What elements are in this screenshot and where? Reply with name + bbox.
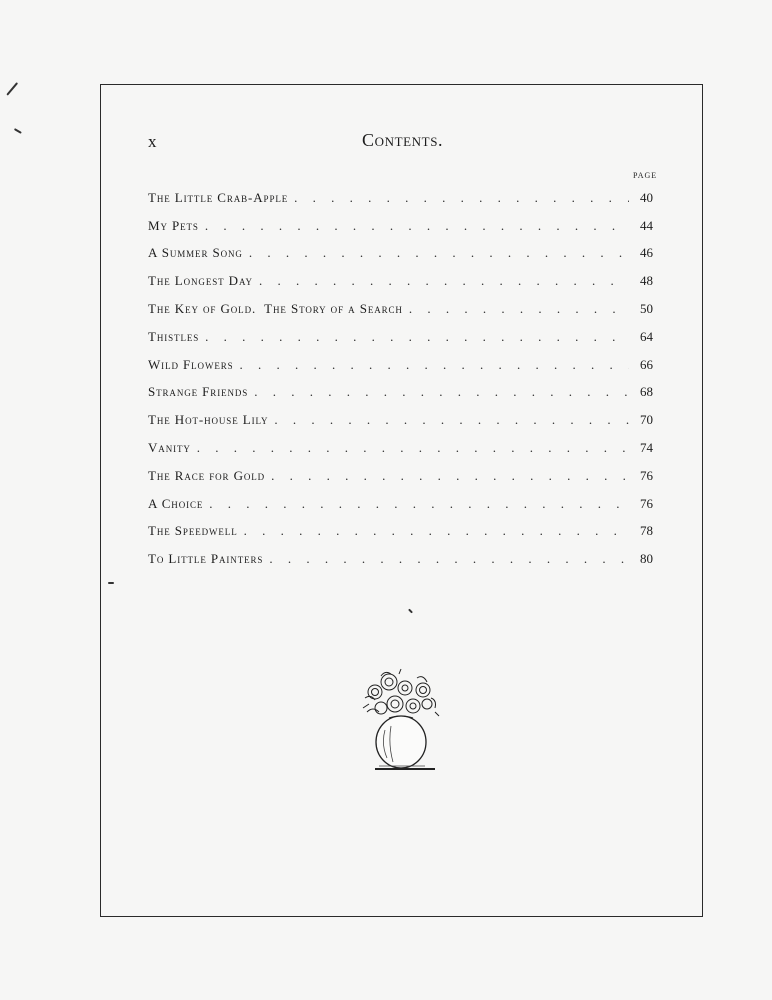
dot-leader [271,468,629,484]
toc-entry-page: 80 [640,551,653,567]
toc-entry-page: 50 [640,301,653,317]
toc-entry[interactable] [148,518,653,546]
page-folio: x [148,132,157,151]
dot-leader [294,190,629,206]
toc-entry[interactable] [148,406,653,434]
toc-entry-title: Vanity [148,440,191,456]
toc-entry[interactable] [148,351,653,379]
toc-entry-title: The Key of Gold. The Story of a Search [148,301,403,317]
toc-entry-page: 66 [640,356,653,372]
toc-entry-title: The Race for Gold [148,467,266,483]
toc-entry[interactable] [148,490,653,518]
toc-entry-page: 74 [640,440,653,456]
toc-entry[interactable] [148,323,653,351]
toc-entry-title: My Pets [148,217,199,233]
toc-entry-page: 68 [640,384,653,400]
toc-entry-title: A Choice [148,495,204,511]
toc-entry-title: Thistles [148,328,200,344]
dot-leader [249,245,629,261]
page-column-heading: PAGE [633,171,658,180]
dot-leader [274,412,629,428]
toc-entry-page: 64 [640,328,653,344]
toc-entry[interactable] [148,240,653,268]
toc-entry-title: Strange Friends [148,384,249,400]
toc-entry-title: To Little Painters [148,551,264,567]
toc-entry[interactable] [148,462,653,490]
dot-leader [205,329,629,345]
toc-entry-page: 76 [640,467,653,483]
toc-entry[interactable] [148,267,653,295]
toc-entry[interactable] [148,184,653,212]
dot-leader [209,496,629,512]
toc-entry-title: The Little Crab-Apple [148,189,289,205]
toc-entry-page: 78 [640,523,653,539]
toc-entry-page: 70 [640,412,653,428]
toc-entry[interactable] [148,212,653,240]
toc-entry-title: The Longest Day [148,273,253,289]
toc-entry-title: A Summer Song [148,245,243,261]
dot-leader [240,357,629,373]
toc-entry-title: The Speedwell [148,523,238,539]
dot-leader [254,384,629,400]
toc-entry-title: The Hot-house Lily [148,412,269,428]
toc-entry-page: 46 [640,245,653,261]
toc-entry-page: 48 [640,273,653,289]
flower-vase-icon [355,668,445,778]
toc-entry-title: Wild Flowers [148,356,234,372]
toc-entry[interactable] [148,545,653,573]
page-title: Contents. [362,130,444,150]
scan-mark [14,128,22,133]
toc-entry-page: 44 [640,217,653,233]
scan-mark [6,82,17,95]
table-of-contents [148,184,653,573]
toc-entry[interactable] [148,434,653,462]
toc-entry-page: 40 [640,189,653,205]
dot-leader [409,301,629,317]
toc-entry[interactable] [148,295,653,323]
dot-leader [269,551,629,567]
dot-leader [197,440,629,456]
toc-entry[interactable] [148,379,653,407]
dot-leader [205,218,629,234]
dot-leader [244,523,629,539]
dot-leader [259,273,629,289]
toc-entry-page: 76 [640,495,653,511]
